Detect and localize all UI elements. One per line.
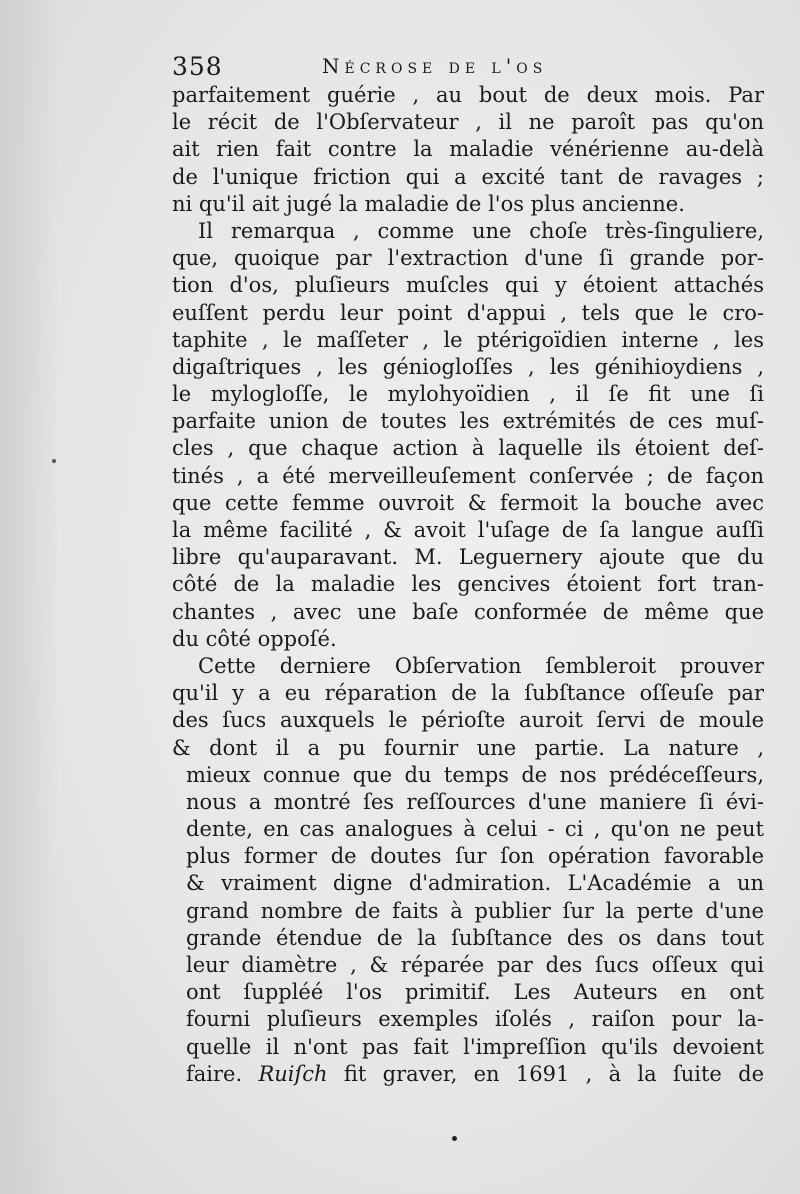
text-line: ont ſuppléé l'os primitif. Les Auteurs en ont [186,980,764,1005]
text-line: ait rien fait contre la maladie vénérienne au-delà [172,137,764,162]
body-text [172,82,764,1088]
text-line: Cette derniere Obſervation ſembleroit prouver [198,653,764,678]
text-line: ni qu'il ait jugé la maladie de l'os plus ancienne. [172,191,685,216]
text-line: le myloglоſſe, le mylohyoïdien , il ſe fit une ſi [172,382,764,407]
author-name: Ruiſch [258,1061,328,1086]
text-line: cles , que chaque action à laquelle ils étoient deſ- [172,436,764,461]
text-line: mieux connue que du temps de nos prédéceſſeurs, [186,762,764,787]
text-line: la même facilité , & avoit l'uſage de ſa langue auſſi [172,518,764,542]
text-line: fourni pluſieurs exemples iſolés , raiſon pour la- [186,1007,764,1032]
text-line: tion d'os, pluſieurs muſcles qui y étoient attachés [172,273,764,298]
text-line: que, quoique par l'extraction d'une ſi grande por- [172,246,764,271]
text-line: côté de la maladie les gencives étoient fort tran- [172,572,764,597]
text-line: du côté oppoſé. [172,626,337,651]
text-line: parfaite union de toutes les extrémités de ces muſ- [172,409,764,434]
text-line: libre qu'auparavant. M. Leguernery ajoute que du [172,545,764,570]
running-head: Nécrose de l'os [322,54,548,78]
text-line: faire. Ruiſch fit graver, en 1691 , à la ſuite de [186,1061,764,1086]
text-line: des ſucs auxquels le périoſte auroit ſervi de moule [172,708,764,733]
text-line: dente, en cas analogues à celui - ci , qu'on ne peut [186,817,764,842]
text-line: grand nombre de faits à publier ſur la perte d'une [186,898,764,923]
text-line: & vraiment digne d'admiration. L'Académie a un [186,871,764,896]
text-line: de l'unique friction qui a excité tant de ravages ; [172,164,764,189]
text-line: leur diamètre , & réparée par des ſucs oſſeux qui [186,953,764,977]
text-line: grande étendue de la ſubſtance des os dans tout [186,925,764,950]
text-line: euſſent perdu leur point d'appui , tels que le cro- [172,300,764,325]
text-line: qu'il y a eu réparation de la ſubſtance oſſeuſe par [172,681,764,706]
page-number: 358 [172,52,223,81]
paper-speck [452,1136,457,1141]
text-line: que cette femme ouvroit & fermoit la bouche avec [172,490,764,515]
text-line: le récit de l'Obſervateur , il ne paroît pas qu'on [172,110,764,135]
text-line: taphite , le maſſeter , le ptérigoïdien interne , les [172,327,764,352]
text-line: parfaitement guérie , au bout de deux mois. Par [172,83,764,107]
gutter-shadow [0,0,60,1194]
text-line: tinés , a été merveilleuſement conſervée ; de façon [172,463,764,488]
text-line: plus former de doutes ſur ſon opération favorable [186,844,764,869]
text-line: quelle il n'ont pas fait l'impreſſion qu'ils devoient [186,1034,764,1059]
text-line: chantes , avec une baſe conformée de même que [172,599,764,624]
text-line: Il remarqua , comme une choſe très-ſinguliere, [198,218,764,243]
text-line: nous a montré ſes reſſources d'une maniere ſi évi- [186,789,764,814]
text-line: digaſtriques , les génioglоſſes , les génihioydiens , [172,354,764,379]
text-line: & dont il a pu fournir une partie. La nature , [172,735,764,760]
paper-speck [52,459,56,463]
